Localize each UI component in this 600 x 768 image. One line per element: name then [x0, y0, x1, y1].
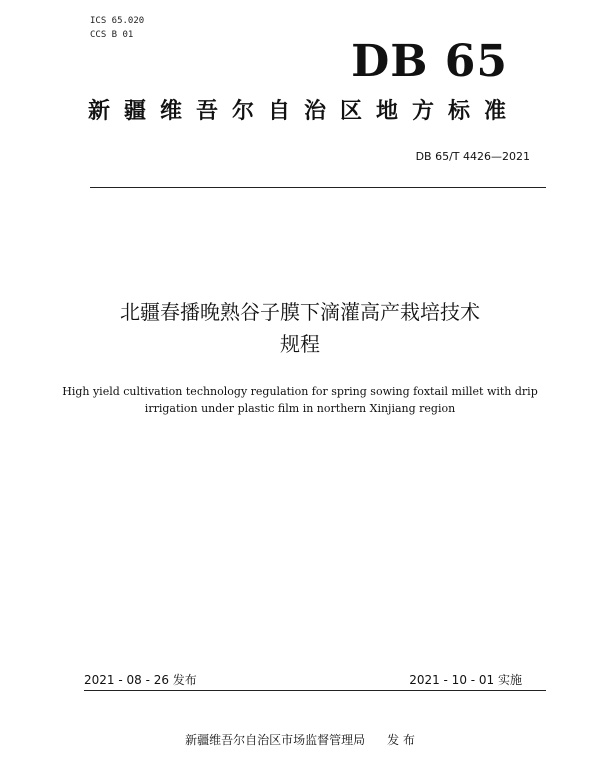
header-divider [90, 187, 546, 188]
publish-date: 2021 - 08 - 26 发布 [84, 673, 197, 687]
classification-codes [90, 14, 144, 42]
title-en-line2: irrigation under plastic film in northern Xinjiang region [144, 402, 456, 415]
issuing-authority: 新疆维吾尔自治区市场监督管理局 [185, 733, 366, 747]
title-cn-line2: 规程 [280, 332, 320, 356]
implement-date: 2021 - 10 - 01 实施 [409, 673, 522, 687]
db65-logo: DB 65 [351, 36, 508, 87]
issuer-heading: 新疆维吾尔自治区地方标准 [87, 98, 520, 124]
document-title [0, 296, 600, 360]
release-line [0, 731, 600, 748]
footer-divider [84, 690, 546, 691]
standard-number: DB 65/T 4426—2021 [415, 150, 530, 163]
title-en-line1: High yield cultivation technology regulation for spring sowing foxtail millet with drip [62, 385, 538, 398]
title-cn-line1: 北疆春播晚熟谷子膜下滴灌高产栽培技术 [120, 300, 480, 324]
english-title [0, 383, 600, 417]
release-label: 发 布 [387, 733, 415, 747]
ics-code: ICS 65.020 [90, 16, 145, 26]
ccs-code: CCS B 01 [90, 30, 134, 40]
